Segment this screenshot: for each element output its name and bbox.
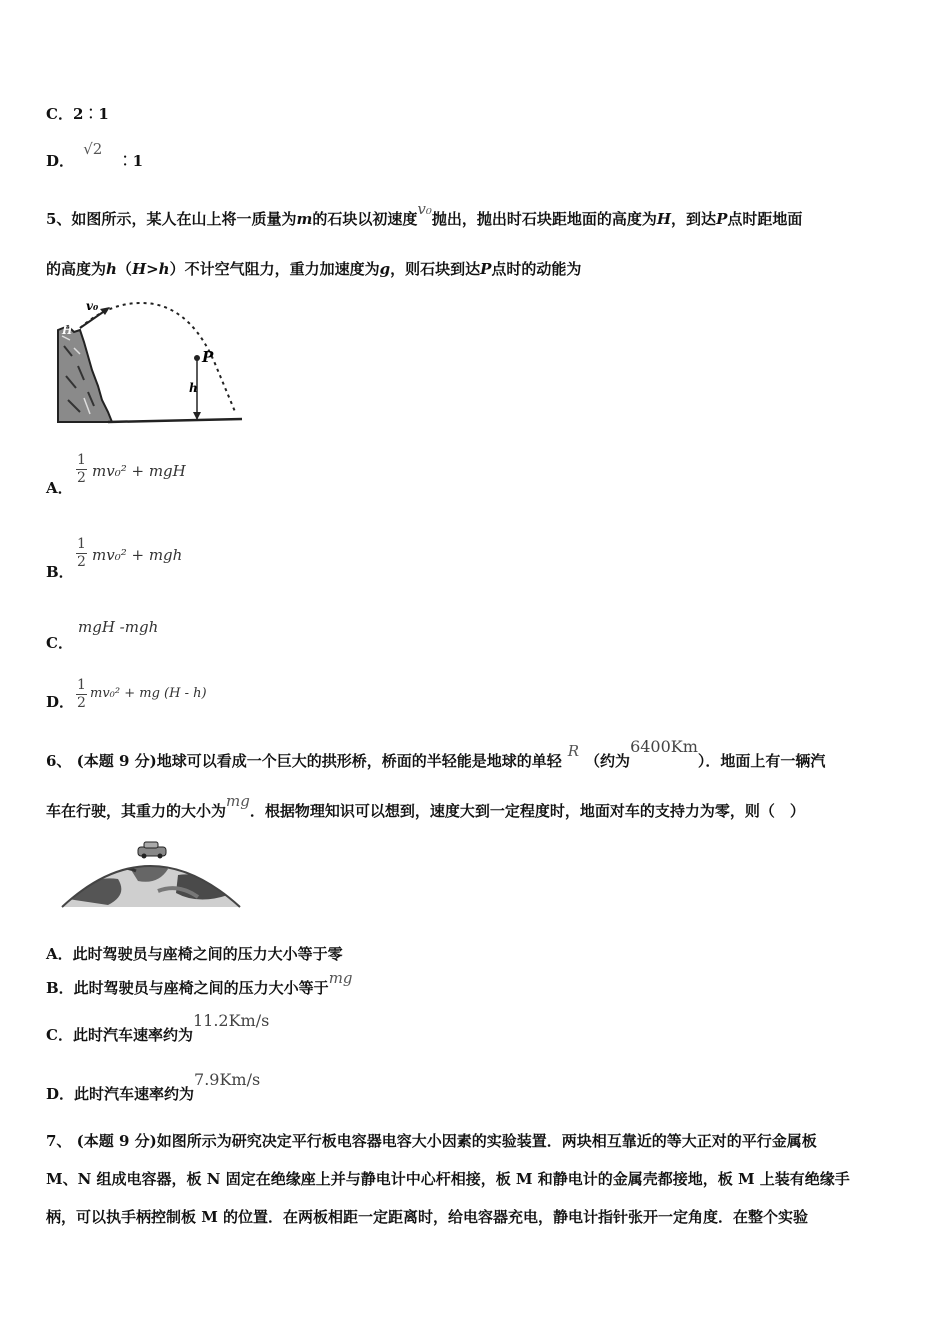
frac-denominator: 2	[77, 554, 86, 570]
fig-label-H: H	[62, 324, 73, 337]
q6-stem-line2	[46, 792, 805, 821]
frac-numerator: 1	[77, 677, 86, 693]
q5-stem-line1	[46, 200, 803, 229]
q5-text: 5、如图所示，某人在山上将一质量为	[46, 210, 297, 228]
frac-numerator: 1	[77, 452, 86, 468]
q5-option-d-fraction	[76, 678, 87, 711]
q6-text: 6、 (本题 9 分)地球可以看成一个巨大的拱形桥，桥面的半轻能是地球的单轻	[46, 752, 562, 770]
q6-var-mg: mg	[226, 792, 250, 810]
fig-label-h: h	[189, 381, 198, 395]
q6-text: ．根据物理知识可以想到，速度大到一定程度时，地面对车的支持力为零，则（ ）	[249, 802, 805, 820]
q5-text: 点时的动能为	[491, 260, 582, 278]
q5-stem-line2	[46, 258, 581, 279]
q5-option-c-label: C．	[46, 634, 73, 652]
q5-text: 的高度为	[46, 260, 107, 278]
q6-option-d	[46, 1070, 261, 1104]
frac-denominator: 2	[77, 695, 86, 711]
ground-line	[108, 419, 242, 422]
frac-numerator: 1	[77, 536, 86, 552]
q4-option-c: C．2︰1	[46, 105, 109, 123]
q5-var-H-gt-h: H>h	[131, 260, 170, 278]
q6-option-b-mg: mg	[328, 969, 353, 987]
q5-option-a-fraction	[76, 453, 87, 486]
q4-option-d-expr: √2	[83, 140, 103, 158]
q6-option-c	[46, 1011, 270, 1045]
q5-option-c-expr: mgH -mgh	[78, 618, 159, 636]
q6-text: 车在行驶，其重力的大小为	[46, 802, 227, 820]
q5-option-a-label: A．	[46, 479, 73, 497]
q5-option-b-label: B．	[46, 563, 74, 581]
q5-text: 点时距地面	[727, 210, 803, 228]
q6-text: （约为	[585, 752, 631, 770]
q6-option-d-value: 7.9Km/s	[194, 1070, 261, 1089]
q4-option-d-label: D．	[46, 152, 75, 170]
q5-var-H: H	[656, 210, 672, 228]
q5-text: 抛出，抛出时石块距地面的高度为	[431, 210, 657, 228]
q6-option-c-text: C．此时汽车速率约为	[46, 1026, 193, 1044]
q6-text: ）．地面上有一辆汽	[697, 752, 826, 770]
fig-label-v0: v₀	[86, 299, 99, 313]
q6-option-d-text: D．此时汽车速率约为	[46, 1085, 195, 1103]
q6-earth-arch-figure	[58, 835, 244, 911]
q5-option-d-expr: mv₀² + mg (H - h)	[90, 686, 207, 701]
q5-option-b-expr: mv₀² + mgh	[92, 546, 183, 564]
q7-stem-line2: M、N 组成电容器，板 N 固定在绝缘座上并与静电计中心杆相接，板 M 和静电计的金属壳都接地，板 M 上装有绝缘手	[46, 1170, 850, 1188]
q6-option-a: A．此时驾驶员与座椅之间的压力大小等于零	[46, 945, 343, 963]
frac-denominator: 2	[77, 470, 86, 486]
q5-var-h: h	[106, 260, 117, 278]
q5-var-v0: v₀	[417, 200, 432, 218]
q7-stem-line1: 7、 (本题 9 分)如图所示为研究决定平行板电容器电容大小因素的实验装置．两块相互靠近的等大正对的平行金属板	[46, 1132, 817, 1150]
q5-text: （	[116, 260, 132, 278]
q5-var-m: m	[296, 210, 313, 228]
q6-stem-line1	[46, 737, 826, 771]
q6-var-R: R	[567, 742, 580, 760]
q5-var-g: g	[379, 260, 391, 278]
q5-projectile-figure	[54, 296, 246, 430]
q6-option-b	[46, 969, 353, 998]
q7-stem-line3: 柄，可以执手柄控制板 M 的位置．在两板相距一定距离时，给电容器充电，静电计指针张开一定角度．在整个实验	[46, 1208, 809, 1226]
cliff-shape	[58, 326, 112, 422]
q5-var-P: P	[480, 260, 492, 278]
q5-option-b-fraction	[76, 537, 87, 570]
fig-label-P: P	[202, 348, 214, 366]
q6-option-b-text: B．此时驾驶员与座椅之间的压力大小等于	[46, 979, 329, 997]
q5-text: 的石块以初速度	[312, 210, 418, 228]
q6-earth-radius: 6400Km	[630, 737, 698, 756]
q6-option-c-value: 11.2Km/s	[192, 1011, 270, 1030]
q5-var-P: P	[716, 210, 728, 228]
q5-text: ，到达	[671, 210, 717, 228]
q4-option-d	[46, 140, 144, 171]
q5-text: ）不计空气阻力，重力加速度为	[169, 260, 380, 278]
q5-text: ，则石块到达	[390, 260, 481, 278]
q5-option-a-expr: mv₀² + mgH	[92, 462, 186, 480]
q4-option-d-tail: ︰1	[117, 152, 144, 170]
q5-option-d-label: D．	[46, 693, 75, 711]
